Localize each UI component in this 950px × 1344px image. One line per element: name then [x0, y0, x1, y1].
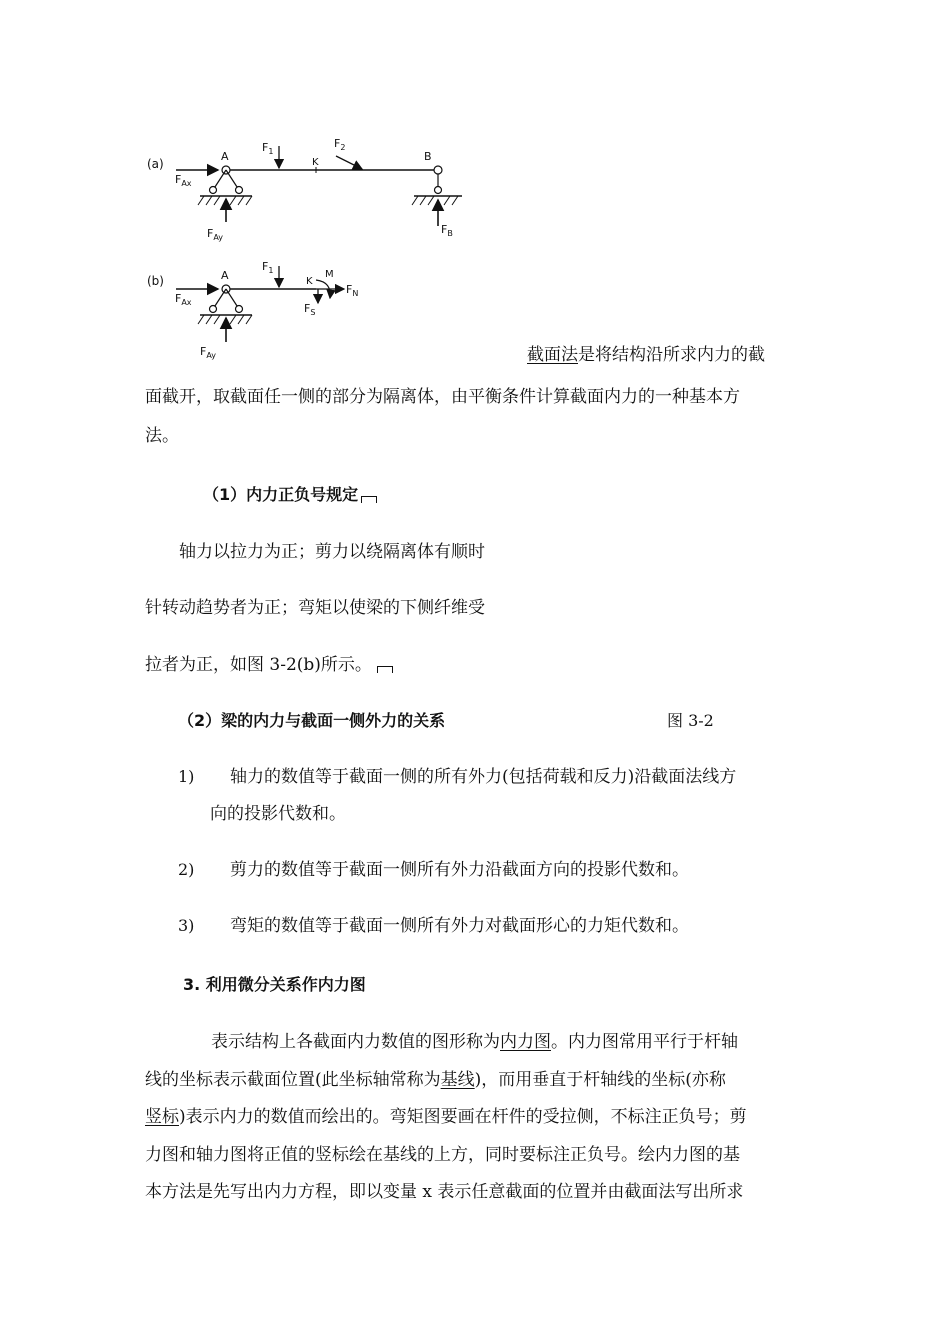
pin-support-a-b — [198, 285, 252, 324]
label-b-FN: $F_N$ — [346, 283, 359, 298]
term-baseline: 基线 — [440, 1070, 475, 1090]
list-item-text: 轴力的数值等于截面一侧的所有外力(包括荷载和反力)沿截面法线方 — [230, 767, 737, 787]
term-section-method: 截面法 — [527, 345, 578, 365]
label-a-K: K — [312, 157, 319, 168]
force-f2-arrow-a — [336, 156, 362, 169]
label-a-A: A — [221, 150, 229, 163]
list-item-text: 剪力的数值等于截面一侧所有外力沿截面方向的投影代数和。 — [230, 860, 689, 880]
label-b-FAy: $F_{Ay}$ — [200, 345, 216, 360]
section3-line-2: 线的坐标表示截面位置(此坐标轴常称为基线)，而用垂直于杆轴线的坐标(亦称 — [145, 1070, 726, 1090]
intro-line-3: 法。 — [145, 426, 179, 446]
label-a-F2: $F_2$ — [334, 137, 346, 152]
list-item-num: 1) — [178, 767, 195, 786]
label-b-A: A — [221, 269, 229, 282]
beam-figure — [0, 0, 950, 370]
label-a-FAy: $F_{Ay}$ — [207, 227, 223, 242]
section2-heading: （2）梁的内力与截面一侧外力的关系 — [178, 711, 446, 730]
section3-heading: 3. 利用微分关系作内力图 — [183, 975, 366, 994]
intro-line-2: 面截开，取截面任一侧的部分为隔离体，由平衡条件计算截面内力的一种基本方 — [145, 387, 740, 407]
section1-line-1: 轴力以拉力为正；剪力以绕隔离体有顺时 — [179, 542, 485, 562]
label-b-FS: $F_S$ — [304, 302, 316, 317]
section3-line-3: 竖标)表示内力的数值而绘出的。弯矩图要画在杆件的受拉侧，不标注正负号；剪 — [145, 1107, 747, 1127]
paragraph-mark — [361, 496, 377, 503]
label-b-FAx: $F_{Ax}$ — [175, 292, 192, 307]
label-b-M: M — [325, 269, 334, 280]
section1-heading: （1）内力正负号规定 — [203, 483, 377, 507]
list-item-text-cont: 向的投影代数和。 — [210, 804, 346, 824]
panel-b-label: (b) — [147, 274, 164, 288]
section1-line-2: 针转动趋势者为正；弯矩以使梁的下侧纤维受 — [145, 598, 485, 618]
figure-caption: 图 3-2 — [667, 711, 714, 730]
list-item-text: 弯矩的数值等于截面一侧所有外力对截面形心的力矩代数和。 — [230, 916, 689, 936]
list-item-num: 2) — [178, 860, 195, 879]
label-b-K: K — [306, 276, 313, 287]
section3-line-5: 本方法是先写出内力方程，即以变量 x 表示任意截面的位置并由截面法写出所求 — [145, 1182, 744, 1202]
panel-a-label: (a) — [147, 157, 164, 171]
section1-line-3: 拉者为正，如图 3-2(b)所示。 — [145, 653, 393, 677]
roller-support-b — [412, 166, 462, 205]
term-ordinate: 竖标 — [145, 1107, 179, 1127]
intro-line-1: 截面法是将结构沿所求内力的截 — [527, 345, 765, 365]
label-a-FB: $F_B$ — [441, 223, 453, 238]
label-a-FAx: $F_{Ax}$ — [175, 173, 192, 188]
section3-line-1: 表示结构上各截面内力数值的图形称为内力图。内力图常用平行于杆轴 — [211, 1032, 738, 1052]
list-item-num: 3) — [178, 916, 195, 935]
term-internal-force-diagram: 内力图 — [500, 1032, 551, 1052]
label-a-B: B — [424, 150, 432, 163]
label-a-F1: $F_1$ — [262, 141, 274, 156]
label-b-F1: $F_1$ — [262, 260, 274, 275]
pin-support-a — [198, 166, 252, 205]
section3-line-4: 力图和轴力图将正值的竖标绘在基线的上方，同时要标注正负号。绘内力图的基 — [145, 1145, 740, 1165]
paragraph-mark — [377, 666, 393, 673]
